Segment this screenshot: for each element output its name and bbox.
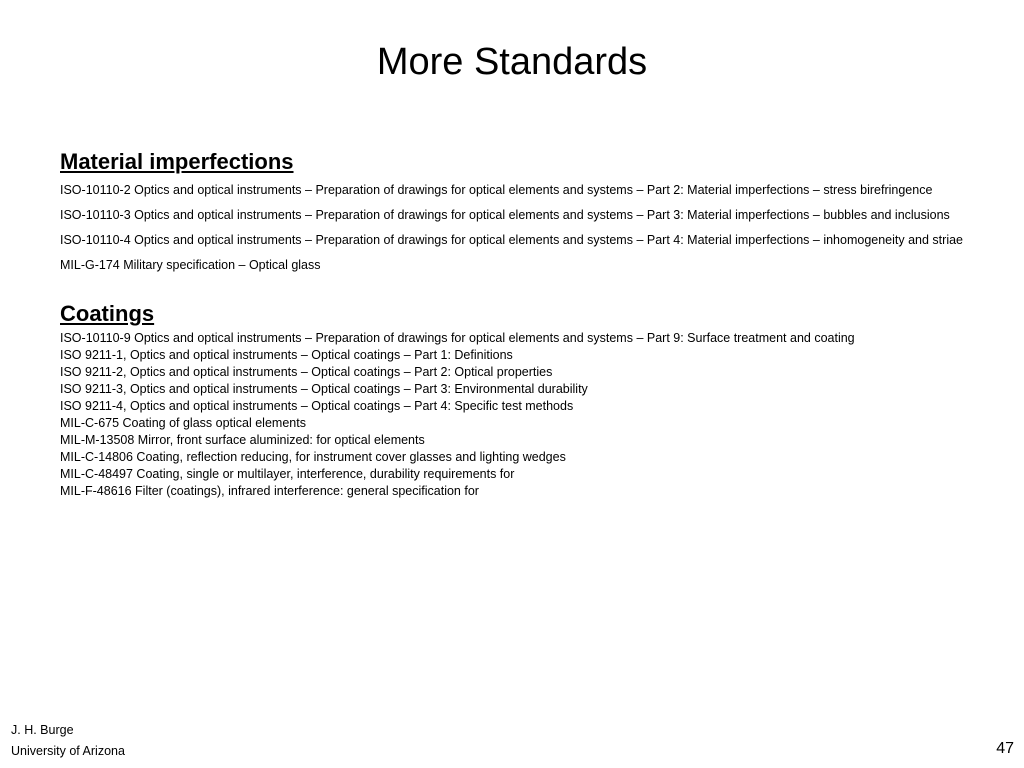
slide-content	[60, 146, 990, 500]
list-item: ISO 9211-4, Optics and optical instruments – Optical coatings – Part 4: Specific test methods	[60, 399, 574, 413]
list-item: MIL-G-174 Military specification – Optical glass	[60, 258, 321, 272]
list-item: ISO 9211-3, Optics and optical instruments – Optical coatings – Part 3: Environmental durability	[60, 382, 588, 396]
list-item: ISO-10110-4 Optics and optical instruments – Preparation of drawings for optical elements and systems – Part 4: Material imperfections – inhomogeneity and striae	[60, 233, 963, 247]
list-item: MIL-F-48616 Filter (coatings), infrared interference: general specification for	[60, 484, 479, 498]
list-item: ISO 9211-2, Optics and optical instruments – Optical coatings – Part 2: Optical properties	[60, 365, 553, 379]
list-item: ISO 9211-1, Optics and optical instruments – Optical coatings – Part 1: Definitions	[60, 348, 513, 362]
list-item: MIL-M-13508 Mirror, front surface aluminized: for optical elements	[60, 433, 425, 447]
coatings-list	[60, 330, 990, 500]
list-item: ISO-10110-9 Optics and optical instruments – Preparation of drawings for optical elements and systems – Part 9: Surface treatment and coating	[60, 331, 855, 345]
list-item: MIL-C-48497 Coating, single or multilayer, interference, durability requirements for	[60, 467, 515, 481]
material-imperfections-section	[60, 146, 990, 274]
material-imperfections-list	[60, 182, 990, 274]
list-item: ISO-10110-3 Optics and optical instruments – Preparation of drawings for optical elements and systems – Part 3: Material imperfections – bubbles and inclusions	[60, 208, 950, 222]
material-imperfections-heading: Material imperfections	[60, 149, 294, 174]
list-item: MIL-C-675 Coating of glass optical elements	[60, 416, 306, 430]
list-item: MIL-C-14806 Coating, reflection reducing, for instrument cover glasses and lighting wedges	[60, 450, 566, 464]
footer-credits	[11, 720, 125, 762]
footer-institution: University of Arizona	[11, 744, 125, 758]
coatings-section	[60, 298, 990, 500]
page-number: 47	[996, 740, 1014, 757]
footer-author: J. H. Burge	[11, 723, 74, 737]
list-item: ISO-10110-2 Optics and optical instruments – Preparation of drawings for optical elements and systems – Part 2: Material imperfections – stress birefringence	[60, 183, 933, 197]
slide-title: More Standards	[376, 41, 648, 83]
coatings-heading: Coatings	[60, 301, 155, 326]
